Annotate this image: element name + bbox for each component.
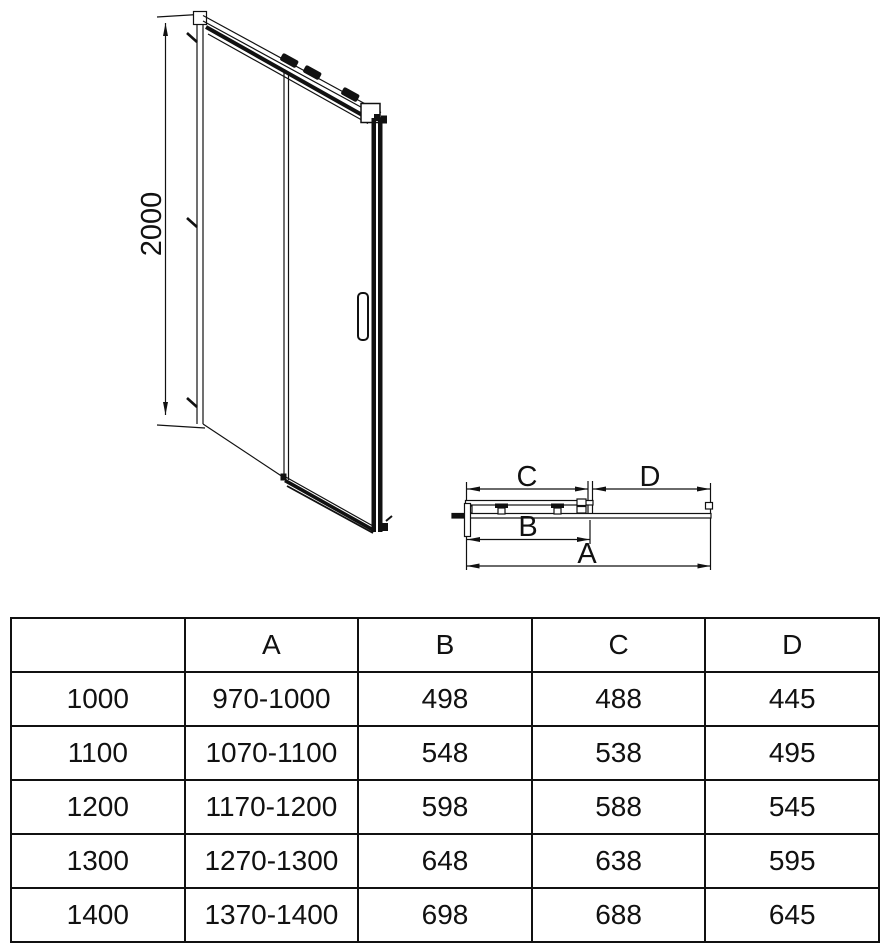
dim-label-b: B	[518, 511, 538, 543]
table-cell-d: 445	[705, 672, 879, 726]
right-frame-post	[372, 118, 393, 532]
table-cell-d: 495	[705, 726, 879, 780]
wall-anchor-ticks	[187, 33, 197, 407]
table-row	[11, 672, 879, 726]
front-view-drawing	[136, 12, 392, 534]
table-cell-c: 488	[532, 672, 706, 726]
table-row	[11, 834, 879, 888]
table-header-a: A	[185, 618, 359, 672]
table-cell-c: 638	[532, 834, 706, 888]
door-handle	[358, 293, 368, 340]
table-cell-size: 1300	[11, 834, 185, 888]
table-cell-a: 970-1000	[185, 672, 359, 726]
top-rail	[203, 16, 387, 124]
table-cell-b: 698	[358, 888, 532, 942]
table-cell-c: 538	[532, 726, 706, 780]
table-header-size	[11, 618, 185, 672]
table-cell-size: 1100	[11, 726, 185, 780]
roller-carriage	[279, 53, 360, 103]
table-cell-c: 688	[532, 888, 706, 942]
table-row	[11, 780, 879, 834]
dim-label-c: C	[516, 461, 538, 493]
bottom-right-anchor	[380, 523, 388, 531]
spec-table	[10, 617, 880, 943]
left-wall-profile	[187, 12, 207, 425]
plan-right-anchor	[706, 503, 713, 510]
table-header-b: B	[358, 618, 532, 672]
table-cell-size: 1400	[11, 888, 185, 942]
table-cell-b: 598	[358, 780, 532, 834]
plan-track-bar	[452, 514, 711, 519]
dim-label-a: A	[577, 538, 597, 570]
height-dimension-label: 2000	[136, 191, 168, 257]
table-header-c: C	[532, 618, 706, 672]
table-cell-a: 1170-1200	[185, 780, 359, 834]
table-cell-b: 498	[358, 672, 532, 726]
table-header-row	[11, 618, 879, 672]
table-cell-size: 1200	[11, 780, 185, 834]
table-cell-a: 1270-1300	[185, 834, 359, 888]
table-cell-b: 648	[358, 834, 532, 888]
table-header-d: D	[705, 618, 879, 672]
height-dimension	[136, 14, 206, 428]
plan-door-end-block	[577, 499, 586, 506]
panel-divider-edge	[284, 72, 289, 480]
table-cell-c: 588	[532, 780, 706, 834]
table-cell-b: 548	[358, 726, 532, 780]
dim-label-d: D	[639, 461, 661, 493]
table-cell-d: 595	[705, 834, 879, 888]
table-row	[11, 888, 879, 942]
table-cell-d: 645	[705, 888, 879, 942]
table-row	[11, 726, 879, 780]
table-cell-a: 1370-1400	[185, 888, 359, 942]
table-cell-a: 1070-1100	[185, 726, 359, 780]
table-cell-d: 545	[705, 780, 879, 834]
plan-view-drawing	[452, 461, 713, 570]
table-cell-size: 1000	[11, 672, 185, 726]
plan-left-profile	[465, 504, 471, 537]
